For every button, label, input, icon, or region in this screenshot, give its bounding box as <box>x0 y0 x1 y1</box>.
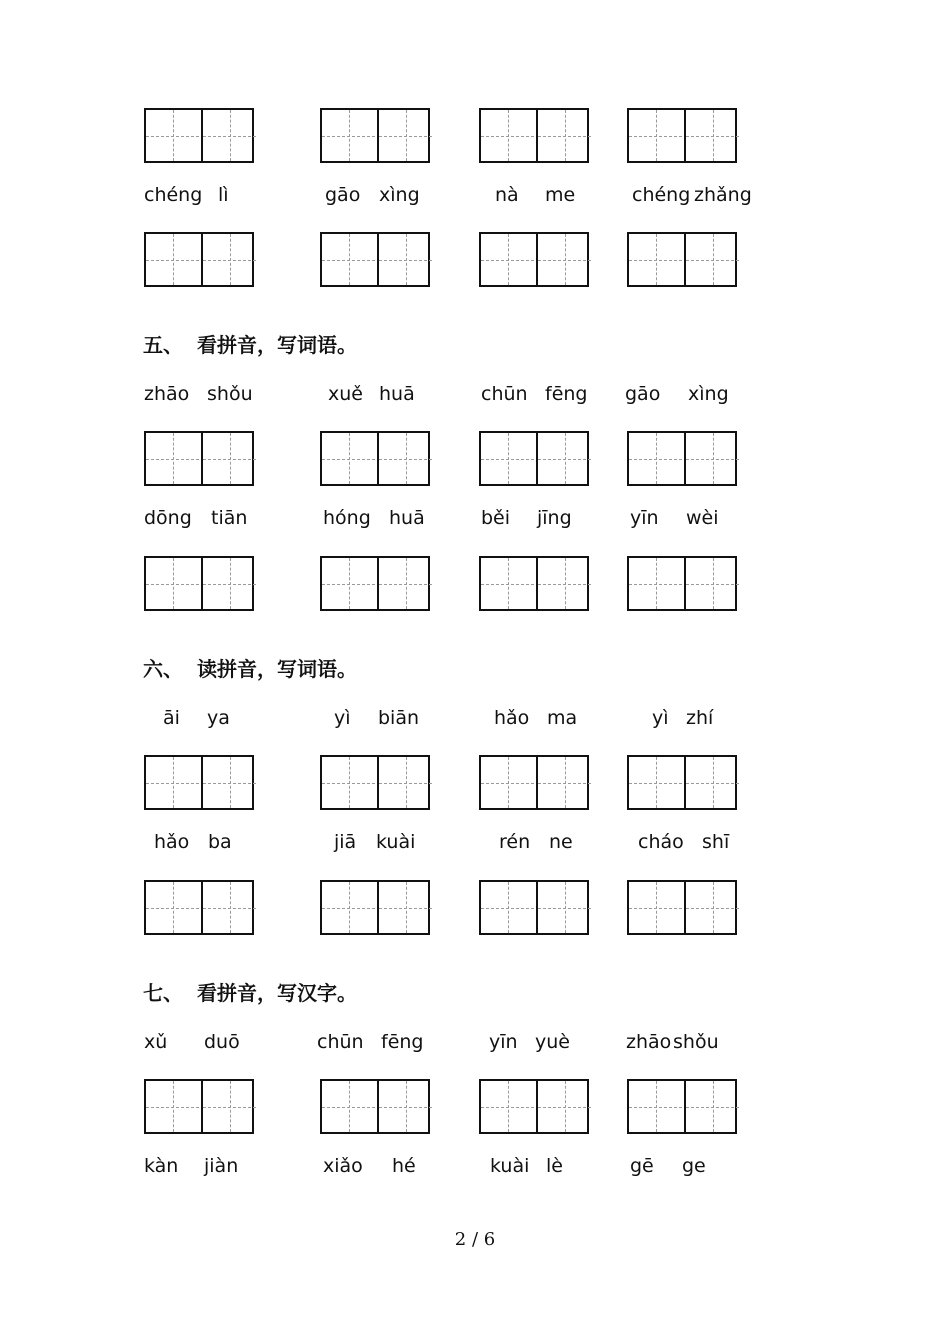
writing-cell[interactable] <box>146 1081 199 1132</box>
writing-cell[interactable] <box>536 1081 591 1132</box>
pinyin-syllable: zhāo <box>626 1031 672 1053</box>
pinyin-syllable: ne <box>549 831 573 853</box>
writing-grid[interactable] <box>144 880 254 935</box>
writing-grid[interactable] <box>627 108 737 163</box>
writing-cell[interactable] <box>377 110 432 161</box>
writing-grid[interactable] <box>144 556 254 611</box>
pinyin-syllable: shī <box>702 831 730 853</box>
pinyin-syllable: zhāo <box>144 383 190 405</box>
writing-grid[interactable] <box>144 1079 254 1134</box>
writing-grid[interactable] <box>320 1079 430 1134</box>
pinyin-syllable: xìng <box>688 383 729 405</box>
writing-cell[interactable] <box>146 433 199 484</box>
writing-grid[interactable] <box>144 232 254 287</box>
writing-grid[interactable] <box>320 880 430 935</box>
writing-cell[interactable] <box>684 433 739 484</box>
pinyin-syllable: chūn <box>317 1031 364 1053</box>
writing-cell[interactable] <box>684 110 739 161</box>
page-number: 2 / 6 <box>454 1229 496 1250</box>
writing-cell[interactable] <box>377 558 432 609</box>
pinyin-syllable: wèi <box>686 507 719 529</box>
pinyin-syllable: yì <box>652 707 669 729</box>
writing-cell[interactable] <box>536 882 591 933</box>
pinyin-syllable: xìng <box>379 184 420 206</box>
section-title: 看拼音，写汉字。 <box>197 981 357 1005</box>
writing-cell[interactable] <box>629 1081 682 1132</box>
writing-cell[interactable] <box>536 558 591 609</box>
writing-cell[interactable] <box>481 433 534 484</box>
pinyin-syllable: jiā <box>334 831 357 853</box>
section-heading-7 <box>143 983 357 1003</box>
writing-cell[interactable] <box>322 558 375 609</box>
writing-grid[interactable] <box>627 1079 737 1134</box>
writing-cell[interactable] <box>629 882 682 933</box>
section-heading-5 <box>143 335 357 355</box>
writing-cell[interactable] <box>536 433 591 484</box>
pinyin-syllable: kàn <box>144 1155 179 1177</box>
writing-grid[interactable] <box>144 108 254 163</box>
writing-cell[interactable] <box>146 558 199 609</box>
pinyin-syllable: yì <box>334 707 351 729</box>
pinyin-syllable: jīng <box>537 507 572 529</box>
writing-cell[interactable] <box>684 1081 739 1132</box>
pinyin-syllable: ma <box>547 707 578 729</box>
writing-cell[interactable] <box>201 757 256 808</box>
writing-cell[interactable] <box>201 558 256 609</box>
writing-cell[interactable] <box>322 110 375 161</box>
pinyin-syllable: yuè <box>535 1031 570 1053</box>
writing-grid[interactable] <box>479 431 589 486</box>
writing-cell[interactable] <box>536 234 591 285</box>
writing-cell[interactable] <box>377 433 432 484</box>
pinyin-syllable: huā <box>379 383 415 405</box>
pinyin-syllable: xiǎo <box>323 1155 363 1177</box>
writing-grid[interactable] <box>479 232 589 287</box>
section-heading-6 <box>143 659 357 679</box>
pinyin-syllable: gāo <box>325 184 361 206</box>
writing-cell[interactable] <box>481 110 534 161</box>
writing-grid[interactable] <box>479 108 589 163</box>
writing-cell[interactable] <box>322 882 375 933</box>
writing-grid[interactable] <box>627 556 737 611</box>
writing-grid[interactable] <box>627 880 737 935</box>
writing-cell[interactable] <box>629 234 682 285</box>
writing-cell[interactable] <box>536 757 591 808</box>
writing-grid[interactable] <box>320 232 430 287</box>
writing-cell[interactable] <box>322 234 375 285</box>
pinyin-syllable: hóng <box>323 507 371 529</box>
writing-grid[interactable] <box>479 880 589 935</box>
section-number: 六、 <box>143 657 183 681</box>
pinyin-syllable: xǔ <box>144 1031 168 1053</box>
pinyin-syllable: kuài <box>376 831 416 853</box>
section-title: 读拼音，写词语。 <box>197 657 357 681</box>
writing-cell[interactable] <box>481 234 534 285</box>
writing-grid[interactable] <box>320 431 430 486</box>
writing-cell[interactable] <box>629 757 682 808</box>
writing-cell[interactable] <box>201 882 256 933</box>
pinyin-syllable: biān <box>378 707 420 729</box>
pinyin-syllable: gē <box>630 1155 654 1177</box>
writing-cell[interactable] <box>377 234 432 285</box>
writing-grid[interactable] <box>627 431 737 486</box>
pinyin-syllable: hǎo <box>154 831 190 853</box>
writing-cell[interactable] <box>322 757 375 808</box>
writing-grid[interactable] <box>627 232 737 287</box>
pinyin-syllable: lì <box>218 184 229 206</box>
writing-cell[interactable] <box>481 882 534 933</box>
pinyin-syllable: chéng <box>144 184 203 206</box>
pinyin-syllable: huā <box>389 507 425 529</box>
writing-cell[interactable] <box>377 757 432 808</box>
writing-cell[interactable] <box>201 1081 256 1132</box>
writing-cell[interactable] <box>322 1081 375 1132</box>
pinyin-syllable: cháo <box>638 831 684 853</box>
writing-grid[interactable] <box>479 1079 589 1134</box>
pinyin-syllable: duō <box>204 1031 240 1053</box>
writing-grid[interactable] <box>320 108 430 163</box>
pinyin-syllable: hǎo <box>494 707 530 729</box>
pinyin-syllable: fēng <box>545 383 588 405</box>
writing-cell[interactable] <box>684 757 739 808</box>
writing-cell[interactable] <box>322 433 375 484</box>
writing-grid[interactable] <box>320 556 430 611</box>
writing-cell[interactable] <box>684 234 739 285</box>
pinyin-syllable: ge <box>682 1155 706 1177</box>
pinyin-syllable: rén <box>499 831 531 853</box>
pinyin-syllable: āi <box>163 707 180 729</box>
writing-cell[interactable] <box>481 1081 534 1132</box>
writing-cell[interactable] <box>201 110 256 161</box>
writing-grid[interactable] <box>627 755 737 810</box>
writing-cell[interactable] <box>629 558 682 609</box>
writing-cell[interactable] <box>201 234 256 285</box>
writing-grid[interactable] <box>144 431 254 486</box>
pinyin-syllable: ya <box>207 707 230 729</box>
writing-cell[interactable] <box>146 757 199 808</box>
writing-cell[interactable] <box>377 1081 432 1132</box>
section-number: 七、 <box>143 981 183 1005</box>
pinyin-syllable: chūn <box>481 383 528 405</box>
section-number: 五、 <box>143 333 183 357</box>
writing-grid[interactable] <box>144 755 254 810</box>
pinyin-syllable: xuě <box>328 383 363 405</box>
pinyin-syllable: yīn <box>630 507 659 529</box>
writing-cell[interactable] <box>629 110 682 161</box>
writing-cell[interactable] <box>146 882 199 933</box>
pinyin-syllable: tiān <box>211 507 248 529</box>
pinyin-syllable: ba <box>208 831 232 853</box>
section-title: 看拼音，写词语。 <box>197 333 357 357</box>
writing-cell[interactable] <box>481 757 534 808</box>
writing-cell[interactable] <box>684 558 739 609</box>
pinyin-syllable: kuài <box>490 1155 530 1177</box>
pinyin-syllable: jiàn <box>204 1155 239 1177</box>
pinyin-syllable: lè <box>546 1155 563 1177</box>
pinyin-syllable: gāo <box>625 383 661 405</box>
writing-cell[interactable] <box>377 882 432 933</box>
pinyin-syllable: běi <box>481 507 511 529</box>
pinyin-syllable: chéng <box>632 184 691 206</box>
pinyin-syllable: shǒu <box>673 1031 719 1053</box>
pinyin-syllable: nà <box>495 184 519 206</box>
writing-cell[interactable] <box>629 433 682 484</box>
pinyin-syllable: zhí <box>686 707 714 729</box>
pinyin-syllable: shǒu <box>207 383 253 405</box>
writing-cell[interactable] <box>146 110 199 161</box>
writing-cell[interactable] <box>481 558 534 609</box>
pinyin-syllable: me <box>545 184 576 206</box>
writing-cell[interactable] <box>536 110 591 161</box>
writing-cell[interactable] <box>146 234 199 285</box>
writing-cell[interactable] <box>201 433 256 484</box>
writing-grid[interactable] <box>479 755 589 810</box>
pinyin-syllable: fēng <box>381 1031 424 1053</box>
pinyin-syllable: hé <box>392 1155 416 1177</box>
writing-grid[interactable] <box>320 755 430 810</box>
pinyin-syllable: yīn <box>489 1031 518 1053</box>
pinyin-syllable: dōng <box>144 507 192 529</box>
writing-cell[interactable] <box>684 882 739 933</box>
writing-grid[interactable] <box>479 556 589 611</box>
pinyin-syllable: zhǎng <box>694 184 752 206</box>
